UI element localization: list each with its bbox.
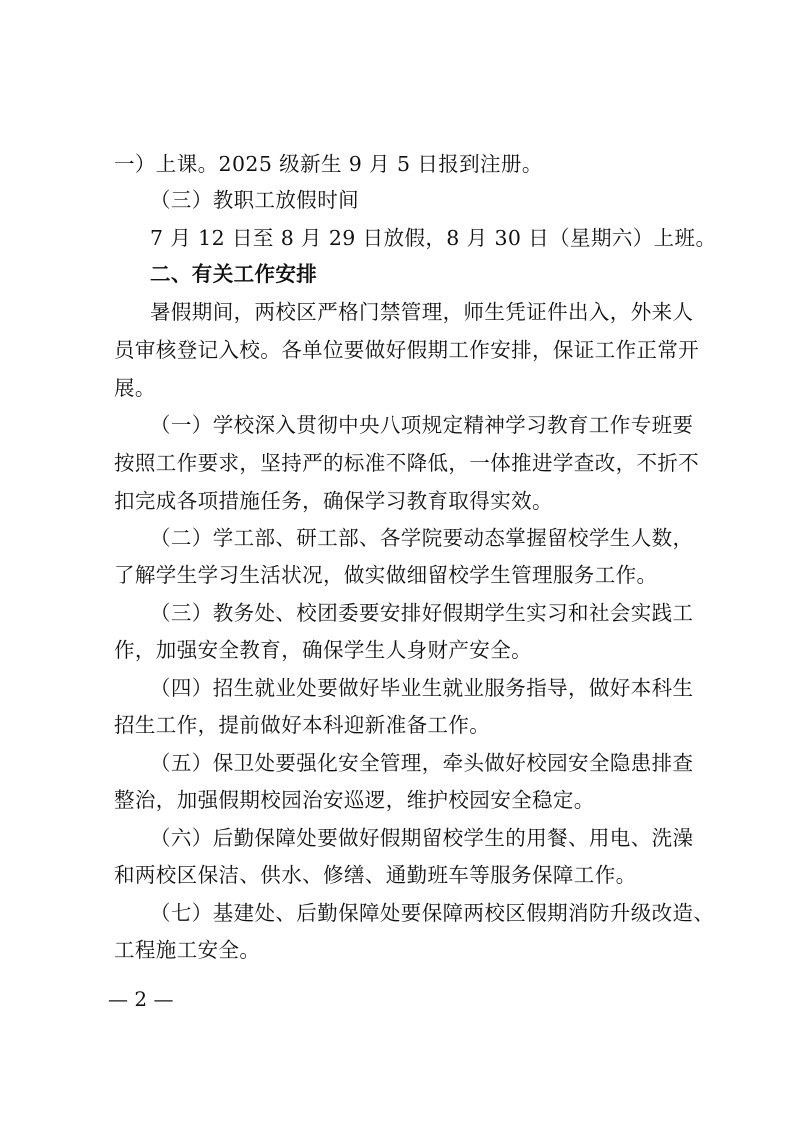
paragraph-line: 和两校区保洁、供水、修缮、通勤班车等服务保障工作。 xyxy=(114,863,637,887)
paragraph-line: 整治，加强假期校园治安巡逻，维护校园安全稳定。 xyxy=(114,788,595,812)
paragraph-line: （七）基建处、后勤保障处要保障两校区假期消防升级改造、 xyxy=(150,901,715,925)
paragraph-line: （一）学校深入贯彻中央八项规定精神学习教育工作专班要 xyxy=(150,413,694,437)
paragraph-line: （四）招生就业处要做好毕业生就业服务指导，做好本科生 xyxy=(150,676,694,700)
paragraph-line: （三）教务处、校团委要安排好假期学生实习和社会实践工 xyxy=(150,601,694,625)
text-line: 一）上课。2025 级新生 9 月 5 日报到注册。 xyxy=(114,152,543,176)
section-heading: 二、有关工作安排 xyxy=(150,262,318,286)
paragraph-line: （二）学工部、研工部、各学院要动态掌握留校学生人数， xyxy=(150,526,694,550)
paragraph-line: 员审核登记入校。各单位要做好假期工作安排，保证工作正常开 xyxy=(114,338,700,362)
paragraph-line: （五）保卫处要强化安全管理，牵头做好校园安全隐患排查 xyxy=(150,751,694,775)
paragraph-line: 按照工作要求，坚持严的标准不降低，一体推进学查改，不折不 xyxy=(114,451,700,475)
paragraph-line: 扣完成各项措施任务，确保学习教育取得实效。 xyxy=(114,489,553,513)
paragraph-line: 招生工作，提前做好本科迎新准备工作。 xyxy=(114,713,491,737)
section-heading: （三）教职工放假时间 xyxy=(150,188,359,212)
paragraph-line: 展。 xyxy=(114,376,156,400)
paragraph-line: 了解学生学习生活状况，做实做细留校学生管理服务工作。 xyxy=(114,563,658,587)
page-number: — 2 — xyxy=(108,987,174,1011)
text-line: 7 月 12 日至 8 月 29 日放假，8 月 30 日（星期六）上班。 xyxy=(150,226,717,250)
paragraph-line: 工程施工安全。 xyxy=(114,938,261,962)
paragraph-line: 作，加强安全教育，确保学生人身财产安全。 xyxy=(114,638,532,662)
paragraph-line: （六）后勤保障处要做好假期留校学生的用餐、用电、洗澡 xyxy=(150,826,694,850)
paragraph-line: 暑假期间，两校区严格门禁管理，师生凭证件出入，外来人 xyxy=(150,300,694,324)
